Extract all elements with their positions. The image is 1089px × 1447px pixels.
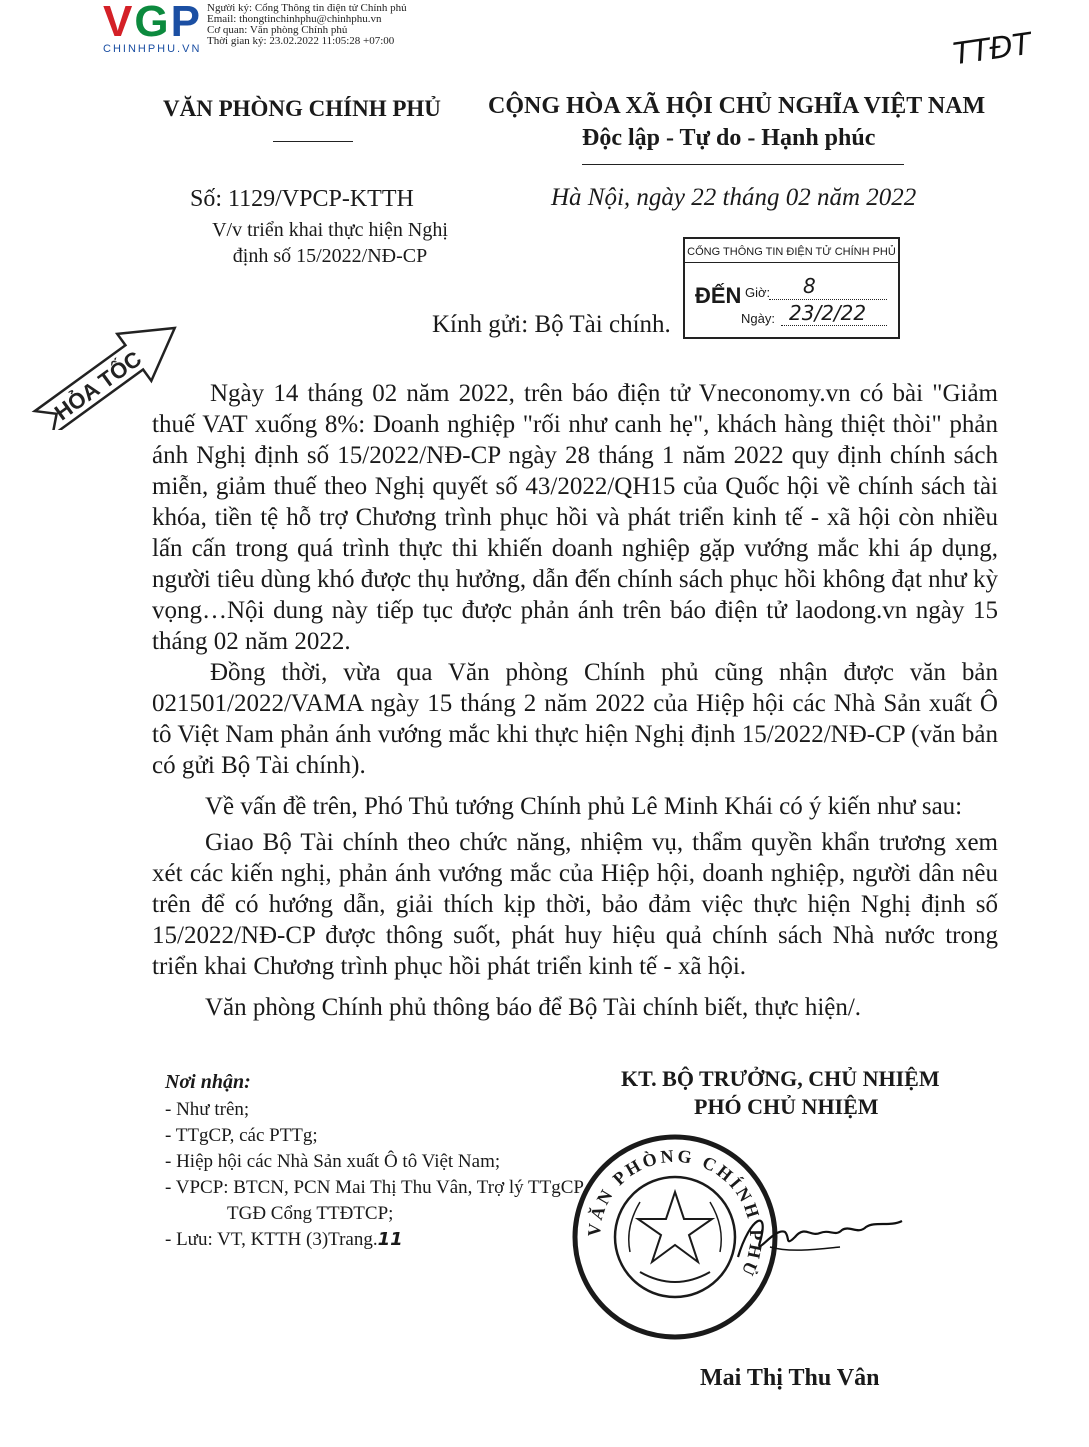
stamp-date-label: Ngày: xyxy=(741,311,775,326)
subject-line-2: định số 15/2022/NĐ-CP xyxy=(232,245,428,267)
stamp-date-value: 23/2/22 xyxy=(789,301,867,325)
handwritten-note-top: TTĐT xyxy=(950,26,1034,73)
body-paragraph-3: Về vấn đề trên, Phó Thủ tướng Chính phủ Lê Minh Khái có ý kiến như sau: xyxy=(205,793,963,820)
vgp-logo xyxy=(103,0,202,44)
stamp-date-line xyxy=(781,325,887,326)
sigmeta-signer: Người ký: Cổng Thông tin điện tử Chính phủ xyxy=(207,2,407,14)
issuing-organization: VĂN PHÒNG CHÍNH PHỦ xyxy=(163,96,441,121)
digital-signature-meta xyxy=(207,3,407,47)
sigmeta-email: Email: thongtinchinhphu@chinhphu.vn xyxy=(207,13,382,25)
stamp-title: CỔNG THÔNG TIN ĐIỆN TỬ CHÍNH PHỦ xyxy=(685,246,898,263)
addressee: Kính gửi: Bộ Tài chính. xyxy=(432,311,671,338)
stamp-time-label: Giờ: xyxy=(745,285,771,300)
logo-letter-g: G xyxy=(134,0,171,46)
sigmeta-agency: Cơ quan: Văn phòng Chính phủ xyxy=(207,24,348,36)
recipient-item: - Hiệp hội các Nhà Sản xuất Ô tô Việt Nam; xyxy=(165,1151,501,1172)
document-subject xyxy=(195,217,465,269)
national-motto: Độc lập - Tự do - Hạnh phúc xyxy=(582,125,876,151)
body-paragraph-4: Giao Bộ Tài chính theo chức năng, nhiệm vụ, thẩm quyền khẩn trương xem xét các kiến nghị, phản ánh vướng mắc của Hiệp hội, doanh nghiệp, người dân nêu trên để có hướng dẫn, giải thích kịp thời, bảo đảm việc thực hiện Nghị định số 15/2022/NĐ-CP được thông suốt, phát huy hiệu quả chính sách Nhà nước trong triển khai Chương trình phục hồi phát triển kinh tế - xã hội. xyxy=(152,829,998,980)
national-title: CỘNG HÒA XÃ HỘI CHỦ NGHĨA VIỆT NAM xyxy=(488,93,986,119)
urgent-stamp-text: HỎA TỐC xyxy=(49,345,146,426)
recipient-item: - Như trên; xyxy=(165,1099,250,1120)
stamp-time-line xyxy=(769,299,887,300)
signer-role-1: KT. BỘ TRƯỞNG, CHỦ NHIỆM xyxy=(621,1066,940,1091)
signer-name: Mai Thị Thu Vân xyxy=(700,1365,880,1391)
stamp-time-value: 8 xyxy=(803,274,816,298)
handwritten-signature xyxy=(730,1197,910,1267)
signer-role-2: PHÓ CHỦ NHIỆM xyxy=(694,1094,879,1119)
subject-line-1: V/v triển khai thực hiện Nghị xyxy=(212,219,448,241)
recipient-item: - VPCP: BTCN, PCN Mai Thị Thu Vân, Trợ lý TTgCP, xyxy=(165,1177,587,1198)
recipient-item-archive xyxy=(165,1227,587,1253)
handwritten-copy-count: 11 xyxy=(377,1229,403,1250)
received-stamp xyxy=(683,237,900,339)
star-emblem-icon xyxy=(629,1192,722,1282)
logo-letter-p: P xyxy=(170,0,202,46)
logo-letter-v: V xyxy=(103,0,135,46)
body-paragraph-5: Văn phòng Chính phủ thông báo để Bộ Tài chính biết, thực hiện/. xyxy=(205,994,862,1021)
archive-text: - Lưu: VT, KTTH (3)Trang. xyxy=(165,1229,378,1250)
body-paragraph-2: Đồng thời, vừa qua Văn phòng Chính phủ cũng nhận được văn bản 021501/2022/VAMA ngày 15 tháng 2 năm 2022 của Hiệp hội các Nhà Sản xuất Ô tô Việt Nam phản ánh vướng mắc khi thực hiện Nghị định 15/2022/NĐ-CP (văn bản có gửi Bộ Tài chính). xyxy=(152,659,998,779)
motto-divider xyxy=(582,164,904,165)
recipient-item: - TTgCP, các PTTg; xyxy=(165,1125,318,1146)
org-divider xyxy=(273,141,353,142)
logo-subtitle: CHINHPHU.VN xyxy=(103,43,202,55)
seal-text: VĂN PHÒNG CHÍNH PHỦ xyxy=(583,1145,767,1282)
stamp-den-label: ĐẾN xyxy=(695,283,742,308)
recipients-title: Nơi nhận: xyxy=(165,1071,251,1093)
place-and-date: Hà Nội, ngày 22 tháng 02 năm 2022 xyxy=(551,184,917,211)
body-paragraph-1: Ngày 14 tháng 02 năm 2022, trên báo điện tử Vneconomy.vn có bài "Giảm thuế VAT xuống 8%: Doanh nghiệp "rối như canh hẹ", khách hàng thiệt thòi" phản ánh Nghị định số 15/2022/NĐ-CP ngày 28 tháng 1 năm 2022 quy định chính sách miễn, giảm thuế theo Nghị quyết số 43/2022/QH15 của Quốc hội về chính sách tài khóa, tiền tệ hỗ trợ Chương trình phục hồi và phát triển kinh tế - xã hội còn nhiều lấn cấn trong quá trình thực thi khiến doanh nghiệp gặp vướng mắc khi áp dụng, người tiêu dùng khó được thụ hưởng, dẫn đến chính sách phục hồi không đạt như kỳ vọng…Nội dung này tiếp tục được phản ánh trên báo điện tử laodong.vn ngày 15 tháng 02 năm 2022. xyxy=(152,380,998,655)
recipients-list xyxy=(165,1097,587,1253)
document-number: Số: 1129/VPCP-KTTH xyxy=(190,186,414,212)
recipient-item: TGĐ Cổng TTĐTCP; xyxy=(227,1203,394,1224)
sigmeta-time: Thời gian ký: 23.02.2022 11:05:28 +07:00 xyxy=(207,35,395,47)
